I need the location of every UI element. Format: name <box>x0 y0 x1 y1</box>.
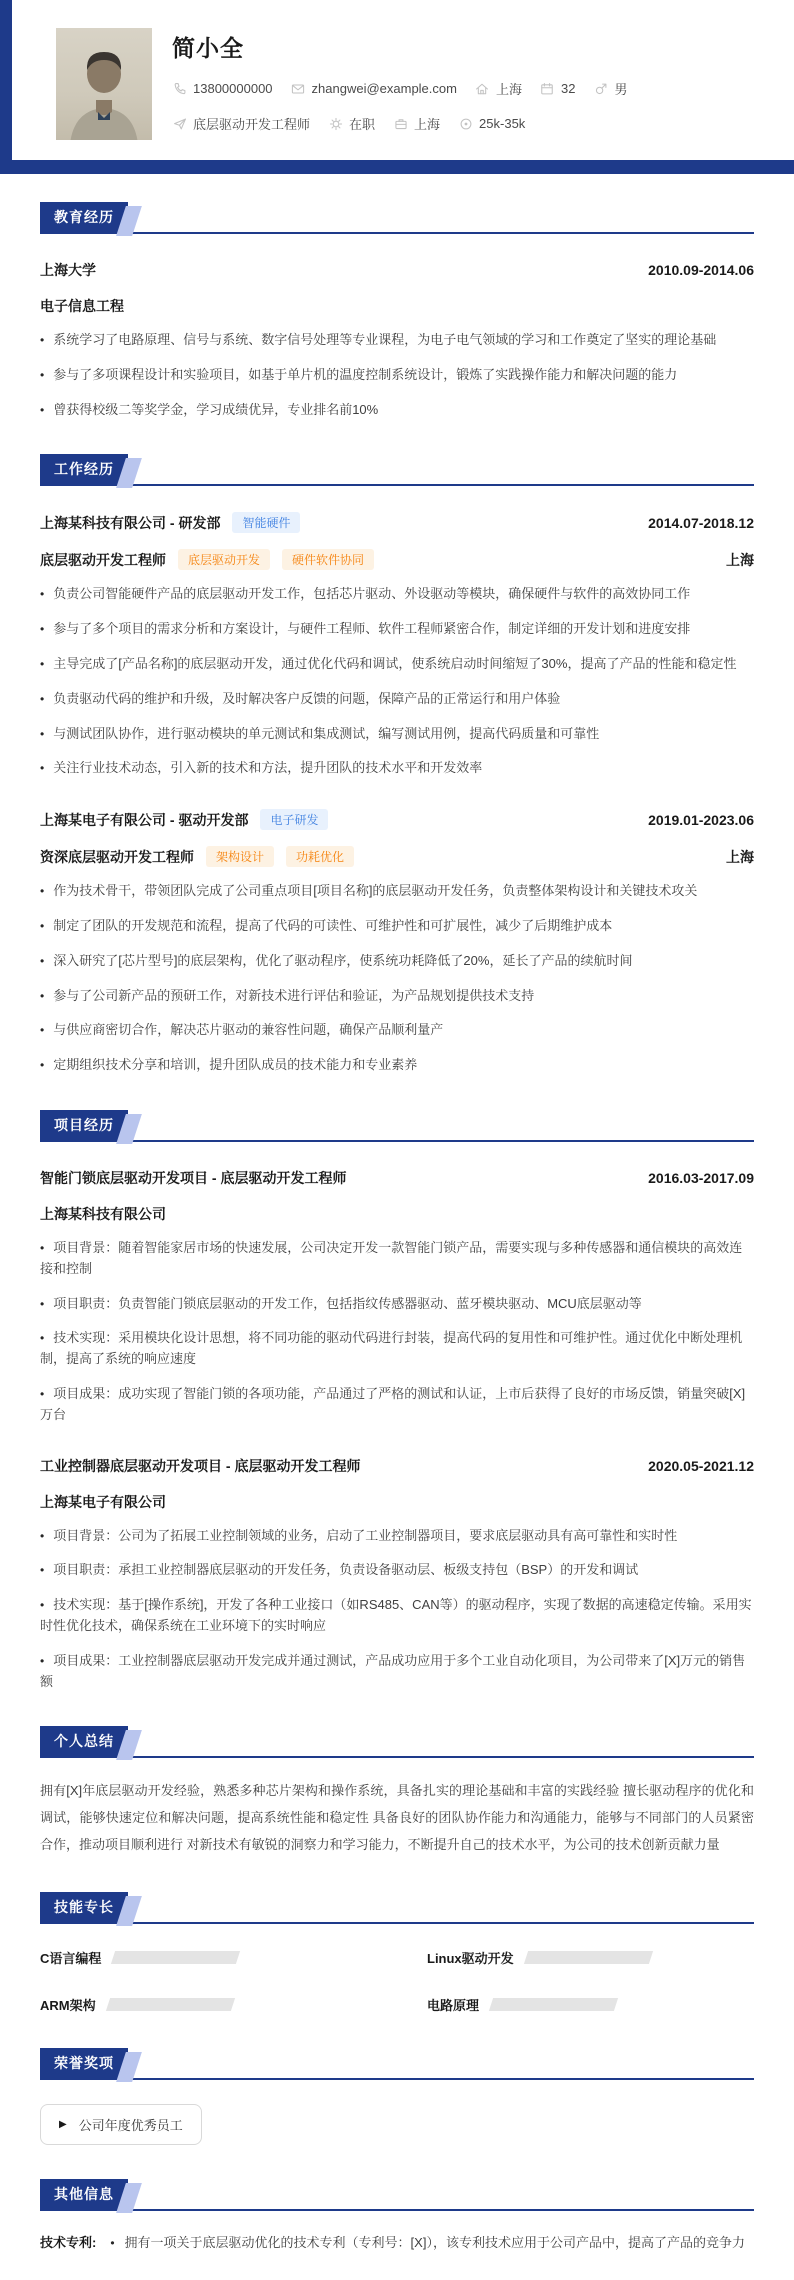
section-title-badge: 项目经历 <box>40 1110 128 1140</box>
bullet-dot: • <box>40 1528 45 1543</box>
bullet-text: 项目背景：公司为了拓展工业控制领域的业务，启动了工业控制器项目，要求底层驱动具有高可靠性和实时性 <box>53 1527 678 1543</box>
candidate-name: 简小全 <box>172 35 244 61</box>
education-entry <box>40 260 754 420</box>
bullet-dot: • <box>40 1296 45 1311</box>
bullet-item <box>40 365 754 386</box>
bullet-item <box>40 986 754 1007</box>
education-bullets <box>40 330 754 420</box>
role-name: 底层驱动开发工程师 <box>40 551 166 568</box>
skill-bar-track <box>111 1951 240 1964</box>
bullet-text: 曾获得校级二等奖学金，学习成绩优异，专业排名前10% <box>53 401 379 417</box>
honor-label: 公司年度优秀员工 <box>78 2118 183 2134</box>
role-name: 资深底层驱动开发工程师 <box>40 848 194 865</box>
section-head <box>40 202 754 234</box>
section-head <box>40 1726 754 1758</box>
project-company: 上海某电子有限公司 <box>40 1493 166 1510</box>
patent-label: 技术专利: <box>40 2235 97 2251</box>
email-item <box>291 81 457 96</box>
bullet-item <box>40 881 754 902</box>
bullet-text: 参与了多个项目的需求分析和方案设计，与硬件工程师、软件工程师紧密合作，制定详细的开发计划和进度安排 <box>53 621 691 637</box>
work-date: 2014.07-2018.12 <box>648 514 754 531</box>
status-text: 在职 <box>349 117 376 132</box>
job-intention-icon <box>172 116 187 131</box>
bullet-text: 项目成果：工业控制器底层驱动开发完成并通过测试，产品成功应用于多个工业自动化项目，为公司带来了[X]万元的销售额 <box>40 1652 746 1689</box>
company-name: 上海某电子有限公司 - 驱动开发部 <box>40 811 249 828</box>
bullet-dot: • <box>40 761 45 776</box>
school-name: 上海大学 <box>40 262 96 278</box>
section-title-badge: 教育经历 <box>40 202 128 232</box>
phone-item <box>172 81 273 96</box>
section-head <box>40 454 754 486</box>
skill-tag: 功耗优化 <box>286 846 354 867</box>
section-title-badge: 荣誉奖项 <box>40 2048 128 2078</box>
bullet-dot: • <box>40 1598 45 1613</box>
project-date: 2020.05-2021.12 <box>648 1457 754 1474</box>
bullet-dot: • <box>40 1023 45 1038</box>
header-info <box>172 28 774 133</box>
bullet-dot: • <box>40 1058 45 1073</box>
bullet-item <box>40 584 754 605</box>
bullet-text: 技术实现：采用模块化设计思想，将不同功能的驱动代码进行封装，提高代码的复用性和可维护性。通过优化中断处理机制，提高了系统的响应速度 <box>40 1330 743 1367</box>
home-city-item <box>475 79 522 98</box>
resume-body <box>0 174 794 2280</box>
bullet-dot: • <box>40 918 45 933</box>
bullet-dot: • <box>110 2236 115 2251</box>
patent-line <box>40 2233 754 2254</box>
project-company: 上海某科技有限公司 <box>40 1205 166 1222</box>
work-bullets <box>40 881 754 1076</box>
section-title-badge: 其他信息 <box>40 2179 128 2209</box>
bullet-text: 主导完成了[产品名称]的底层驱动开发，通过优化代码和调试，使系统启动时间缩短了30%，提高了产品的性能和稳定性 <box>53 655 737 671</box>
gender-text: 男 <box>614 82 628 97</box>
project-entry-1 <box>40 1168 754 1426</box>
home-city-text: 上海 <box>495 82 522 97</box>
gender-icon <box>593 81 608 96</box>
project-date: 2016.03-2017.09 <box>648 1169 754 1186</box>
bullet-text: 参与了公司新产品的预研工作，对新技术进行评估和验证，为产品规划提供技术支持 <box>53 987 535 1003</box>
bullet-dot: • <box>40 367 45 382</box>
skill-bar-track <box>524 1951 653 1964</box>
bullet-dot: • <box>40 656 45 671</box>
skill-tag: 底层驱动开发 <box>178 549 270 570</box>
skill-name: 电路原理 <box>427 1998 480 2014</box>
bullet-item <box>40 916 754 937</box>
section-head <box>40 1892 754 1924</box>
section-head <box>40 2179 754 2211</box>
bullet-dot: • <box>40 953 45 968</box>
bullet-item <box>40 1238 754 1280</box>
bullet-text: 负责公司智能硬件产品的底层驱动开发工作，包括芯片驱动、外设驱动等模块，确保硬件与软件的高效协同工作 <box>53 586 691 602</box>
bullet-text: 作为技术骨干，带领团队完成了公司重点项目[项目名称]的底层驱动开发任务，负责整体架构设计和关键技术攻关 <box>53 883 698 899</box>
work-location: 上海 <box>726 848 754 865</box>
bullet-text: 技术实现：基于[操作系统]，开发了各种工业接口（如RS485、CAN等）的驱动程序，实现了数据的高速稳定传输。采用实时性优化技术，确保系统在工业环境下的实时响应 <box>40 1597 752 1633</box>
bullet-item <box>40 1328 754 1370</box>
salary-icon <box>458 116 473 131</box>
bullet-dot: • <box>40 988 45 1003</box>
bullet-item <box>40 758 754 779</box>
section-projects <box>40 1110 754 1692</box>
skill-name: ARM架构 <box>40 1998 96 2014</box>
project-name: 智能门锁底层驱动开发项目 - 底层驱动开发工程师 <box>40 1169 347 1186</box>
bullet-item <box>40 1020 754 1041</box>
bullet-text: 负责驱动代码的维护和升级，及时解决客户反馈的问题，保障产品的正常运行和用户体验 <box>53 690 561 706</box>
bullet-text: 项目成果：成功实现了智能门锁的各项功能，产品通过了严格的测试和认证，上市后获得了良好的市场反馈，销量突破[X]万台 <box>40 1385 746 1422</box>
phone-icon <box>172 81 187 96</box>
bullet-dot: • <box>40 1653 45 1668</box>
bullet-text: 项目职责：承担工业控制器底层驱动的开发任务，负责设备驱动层、板级支持包（BSP）的开发和调试 <box>53 1562 639 1578</box>
bullet-item <box>40 400 754 421</box>
bullet-dot: • <box>40 1240 45 1255</box>
skill-tag: 硬件软件协同 <box>282 549 374 570</box>
bullet-item <box>40 689 754 710</box>
bullet-dot: • <box>40 1331 45 1346</box>
job-intention-item <box>172 114 310 133</box>
bullet-text: 制定了团队的开发规范和流程，提高了代码的可读性、可维护性和可扩展性，减少了后期维护成本 <box>53 917 613 933</box>
contact-row-2 <box>172 114 774 133</box>
bullet-dot: • <box>40 691 45 706</box>
work-date: 2019.01-2023.06 <box>648 811 754 828</box>
bullet-text: 项目职责：负责智能门锁底层驱动的开发工作，包括指纹传感器驱动、蓝牙模块驱动、MCU底层驱动等 <box>53 1295 642 1311</box>
skill-item <box>40 1995 367 2014</box>
skill-name: Linux驱动开发 <box>427 1951 514 1967</box>
section-title-badge: 个人总结 <box>40 1726 128 1756</box>
section-work <box>40 454 754 1076</box>
bullet-dot: • <box>40 1563 45 1578</box>
project-entry-2 <box>40 1456 754 1693</box>
industry-tag: 智能硬件 <box>232 512 300 533</box>
bullet-text: 深入研究了[芯片型号]的底层架构，优化了驱动程序，使系统功耗降低了20%，延长了产品的续航时间 <box>53 952 633 968</box>
bullet-dot: • <box>40 587 45 602</box>
major-name: 电子信息工程 <box>40 298 124 314</box>
job-intention-text: 底层驱动开发工程师 <box>193 117 311 132</box>
bullet-dot: • <box>40 726 45 741</box>
email-icon <box>291 81 306 96</box>
bullet-item <box>40 724 754 745</box>
status-item <box>328 114 375 133</box>
skill-bar-track <box>105 1998 234 2011</box>
section-honors <box>40 2048 754 2145</box>
bullet-dot: • <box>40 1386 45 1401</box>
status-icon <box>328 116 343 131</box>
skills-grid <box>40 1948 754 2014</box>
company-name: 上海某科技有限公司 - 研发部 <box>40 514 221 531</box>
salary-text: 25k-35k <box>479 116 526 131</box>
work-city-text: 上海 <box>414 117 441 132</box>
section-education <box>40 202 754 420</box>
work-bullets <box>40 584 754 779</box>
work-location: 上海 <box>726 551 754 568</box>
skill-item <box>40 1948 367 1967</box>
section-other <box>40 2179 754 2254</box>
bullet-dot: • <box>40 884 45 899</box>
bullet-item <box>40 654 754 675</box>
section-summary <box>40 1726 754 1858</box>
bullet-item <box>40 1560 754 1581</box>
summary-text: 拥有[X]年底层驱动开发经验，熟悉多种芯片架构和操作系统，具备扎实的理论基础和丰富的实践经验 擅长驱动程序的优化和调试，能够快速定位和解决问题，提高系统性能和稳定性 具备良好的团队协作能力和沟通能力，能够与不同部门的人员紧密合作，推动项目顺利进行 对新技术有敏锐的洞察力和学习能力，不断提升自己的技术水平，为公司的技术创新贡献力量 <box>40 1783 754 1852</box>
section-title-badge: 技能专长 <box>40 1892 128 1922</box>
bullet-dot: • <box>40 333 45 347</box>
work-entry-2 <box>40 809 754 1076</box>
patent-text: 拥有一项关于底层驱动优化的技术专利（专利号：[X]），该专利技术应用于公司产品中，提高了产品的竞争力 <box>124 2235 745 2251</box>
skill-tag: 架构设计 <box>206 846 274 867</box>
bullet-item <box>40 619 754 640</box>
phone-text: 13800000000 <box>193 81 273 96</box>
age-icon <box>540 81 555 96</box>
gender-item <box>593 79 627 98</box>
bullet-text: 与测试团队协作，进行驱动模块的单元测试和集成测试，编写测试用例，提高代码质量和可靠性 <box>53 725 600 741</box>
bullet-text: 定期组织技术分享和培训，提升团队成员的技术能力和专业素养 <box>53 1057 418 1073</box>
bullet-item <box>40 330 754 351</box>
honor-item-button[interactable] <box>40 2104 202 2145</box>
bullet-item <box>40 1526 754 1547</box>
project-bullets <box>40 1526 754 1693</box>
bullet-dot: • <box>40 622 45 637</box>
industry-tag: 电子研发 <box>260 809 328 830</box>
bullet-text: 项目背景：随着智能家居市场的快速发展，公司决定开发一款智能门锁产品，需要实现与多种传感器和通信模块的高效连接和控制 <box>40 1239 743 1276</box>
education-date: 2010.09-2014.06 <box>648 262 754 278</box>
bullet-item <box>40 951 754 972</box>
profile-photo <box>56 28 152 140</box>
salary-item <box>458 116 525 131</box>
bullet-item <box>40 1384 754 1426</box>
play-icon: ▶ <box>59 2118 67 2130</box>
bullet-item <box>40 1055 754 1076</box>
city-icon <box>393 116 408 131</box>
home-icon <box>475 81 490 96</box>
bullet-item <box>40 1651 754 1693</box>
section-head <box>40 2048 754 2080</box>
contact-row-1 <box>172 79 774 98</box>
bullet-text: 参与了多项课程设计和实验项目，如基于单片机的温度控制系统设计，锻炼了实践操作能力和解决问题的能力 <box>53 366 678 382</box>
section-title-badge: 工作经历 <box>40 454 128 484</box>
project-name: 工业控制器底层驱动开发项目 - 底层驱动开发工程师 <box>40 1457 361 1474</box>
email-text: zhangwei@example.com <box>311 81 457 96</box>
bullet-text: 关注行业技术动态，引入新的技术和方法，提升团队的技术水平和开发效率 <box>53 760 483 776</box>
bullet-dot: • <box>40 402 45 417</box>
skill-name: C语言编程 <box>40 1951 102 1967</box>
work-entry-1 <box>40 512 754 779</box>
bullet-text: 与供应商密切合作，解决芯片驱动的兼容性问题，确保产品顺利量产 <box>53 1022 444 1038</box>
age-item <box>540 81 575 96</box>
age-text: 32 <box>560 81 576 96</box>
project-bullets <box>40 1238 754 1426</box>
skill-item <box>427 1948 754 1967</box>
resume-header <box>0 0 794 174</box>
skill-item <box>427 1995 754 2014</box>
section-skills <box>40 1892 754 2014</box>
work-city-item <box>393 114 440 133</box>
bullet-item <box>40 1294 754 1315</box>
bullet-item <box>40 1595 754 1637</box>
section-head <box>40 1110 754 1142</box>
bullet-text: 系统学习了电路原理、信号与系统、数字信号处理等专业课程，为电子电气领域的学习和工作奠定了坚实的理论基础 <box>53 332 717 347</box>
skill-bar-track <box>489 1998 618 2011</box>
